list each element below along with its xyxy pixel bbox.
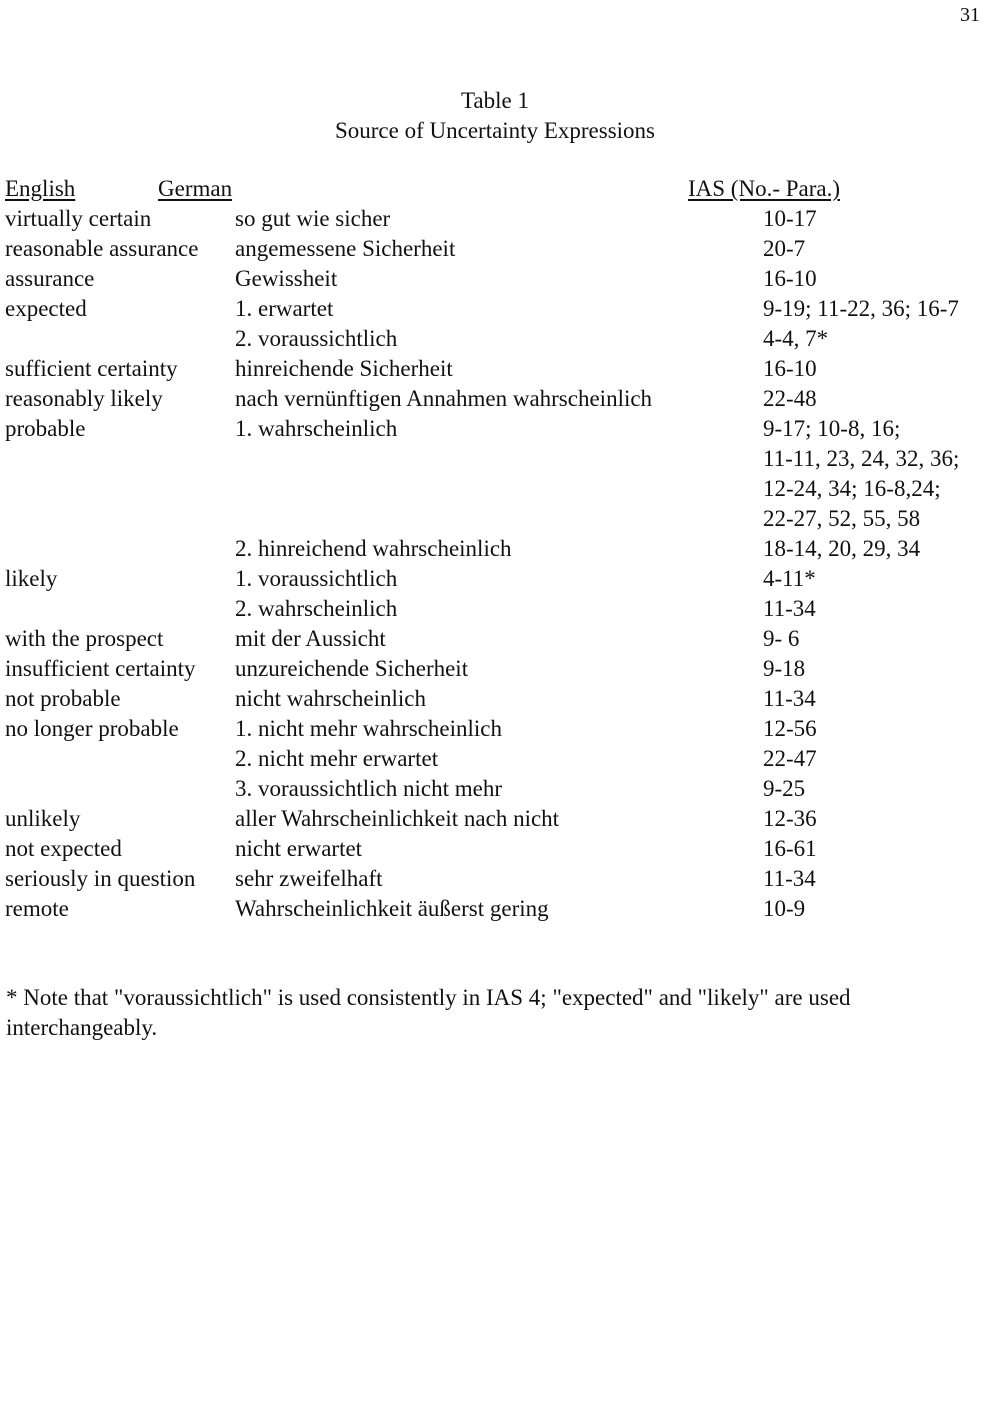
ias-cell: 22-47 bbox=[763, 746, 817, 771]
english-cell: sufficient certainty bbox=[5, 356, 178, 381]
table-row bbox=[0, 474, 1000, 504]
ias-cell: 9-17; 10-8, 16; bbox=[763, 416, 901, 441]
ias-cell: 16-10 bbox=[763, 266, 817, 291]
german-cell: nach vernünftigen Annahmen wahrscheinlich bbox=[235, 386, 653, 411]
english-cell: not probable bbox=[5, 686, 121, 711]
table-number: Table 1 bbox=[460, 88, 529, 113]
german-cell: so gut wie sicher bbox=[235, 206, 391, 231]
footnote: * Note that "voraussichtlich" is used consistently in IAS 4; "expected" and "likely" are used interchangeably. bbox=[6, 985, 851, 1040]
english-cell: no longer probable bbox=[5, 716, 179, 741]
ias-cell: 11-34 bbox=[763, 596, 816, 621]
english-cell: reasonably likely bbox=[5, 386, 163, 411]
german-cell: 3. voraussichtlich nicht mehr bbox=[235, 776, 502, 801]
ias-cell: 10-9 bbox=[763, 896, 806, 921]
table-row bbox=[0, 294, 1000, 324]
german-cell: Gewissheit bbox=[235, 266, 338, 291]
ias-cell: 20-7 bbox=[763, 236, 806, 261]
table-row bbox=[0, 264, 1000, 294]
table-row bbox=[0, 564, 1000, 594]
ias-cell: 16-61 bbox=[763, 836, 817, 861]
ias-cell: 18-14, 20, 29, 34 bbox=[763, 536, 921, 561]
ias-cell: 12-36 bbox=[763, 806, 817, 831]
table-row bbox=[0, 204, 1000, 234]
german-cell: 2. hinreichend wahrscheinlich bbox=[235, 536, 512, 561]
german-cell: 2. wahrscheinlich bbox=[235, 596, 398, 621]
english-cell: virtually certain bbox=[5, 206, 152, 231]
table-row bbox=[0, 444, 1000, 474]
ias-cell: 9-18 bbox=[763, 656, 806, 681]
ias-cell: 9- 6 bbox=[763, 626, 800, 651]
ias-cell: 16-10 bbox=[763, 356, 817, 381]
german-cell: 1. wahrscheinlich bbox=[235, 416, 398, 441]
table-row bbox=[0, 624, 1000, 654]
ias-cell: 11-11, 23, 24, 32, 36; bbox=[763, 446, 960, 471]
english-cell: assurance bbox=[5, 266, 95, 291]
english-cell: expected bbox=[5, 296, 87, 321]
ias-cell: 11-34 bbox=[763, 866, 816, 891]
german-cell: sehr zweifelhaft bbox=[235, 866, 383, 891]
table-row bbox=[0, 894, 1000, 924]
table-row bbox=[0, 834, 1000, 864]
english-cell: with the prospect bbox=[5, 626, 164, 651]
expressions-table bbox=[0, 204, 1000, 924]
page-number: 31 bbox=[960, 4, 980, 26]
table-row bbox=[0, 714, 1000, 744]
table-title bbox=[0, 86, 990, 146]
ias-cell: 9-19; 11-22, 36; 16-7 bbox=[763, 296, 959, 321]
header-ias: IAS (No.- Para.) bbox=[688, 176, 841, 201]
header-german: German bbox=[158, 176, 233, 201]
table-row bbox=[0, 324, 1000, 354]
ias-cell: 10-17 bbox=[763, 206, 817, 231]
german-cell: 1. erwartet bbox=[235, 296, 334, 321]
german-cell: 1. nicht mehr wahrscheinlich bbox=[235, 716, 502, 741]
ias-cell: 12-24, 34; 16-8,24; bbox=[763, 476, 941, 501]
ias-cell: 12-56 bbox=[763, 716, 817, 741]
table-row bbox=[0, 804, 1000, 834]
german-cell: hinreichende Sicherheit bbox=[235, 356, 453, 381]
ias-cell: 22-48 bbox=[763, 386, 817, 411]
english-cell: unlikely bbox=[5, 806, 81, 831]
header-english: English bbox=[5, 176, 76, 201]
german-cell: Wahrscheinlichkeit äußerst gering bbox=[235, 896, 549, 921]
english-cell: not expected bbox=[5, 836, 122, 861]
table-row bbox=[0, 684, 1000, 714]
english-cell: seriously in question bbox=[5, 866, 196, 891]
table-caption: Source of Uncertainty Expressions bbox=[334, 118, 655, 143]
ias-cell: 11-34 bbox=[763, 686, 816, 711]
english-cell: remote bbox=[5, 896, 69, 921]
ias-cell: 22-27, 52, 55, 58 bbox=[763, 506, 921, 531]
table-row bbox=[0, 774, 1000, 804]
table-row bbox=[0, 744, 1000, 774]
german-cell: 2. voraussichtlich bbox=[235, 326, 398, 351]
german-cell: unzureichende Sicherheit bbox=[235, 656, 469, 681]
table-row bbox=[0, 384, 1000, 414]
english-cell: probable bbox=[5, 416, 86, 441]
german-cell: mit der Aussicht bbox=[235, 626, 386, 651]
german-cell: 2. nicht mehr erwartet bbox=[235, 746, 439, 771]
table-row bbox=[0, 234, 1000, 264]
table-row bbox=[0, 594, 1000, 624]
english-cell: likely bbox=[5, 566, 58, 591]
ias-cell: 4-11* bbox=[763, 566, 816, 591]
ias-cell: 9-25 bbox=[763, 776, 806, 801]
german-cell: aller Wahrscheinlichkeit nach nicht bbox=[235, 806, 560, 831]
table-row bbox=[0, 504, 1000, 534]
german-cell: nicht erwartet bbox=[235, 836, 363, 861]
table-row bbox=[0, 864, 1000, 894]
ias-cell: 4-4, 7* bbox=[763, 326, 829, 351]
english-cell: insufficient certainty bbox=[5, 656, 196, 681]
table-row bbox=[0, 414, 1000, 444]
german-cell: angemessene Sicherheit bbox=[235, 236, 456, 261]
english-cell: reasonable assurance bbox=[5, 236, 199, 261]
table-row bbox=[0, 654, 1000, 684]
german-cell: 1. voraussichtlich bbox=[235, 566, 398, 591]
table-row bbox=[0, 354, 1000, 384]
table-row bbox=[0, 534, 1000, 564]
german-cell: nicht wahrscheinlich bbox=[235, 686, 426, 711]
